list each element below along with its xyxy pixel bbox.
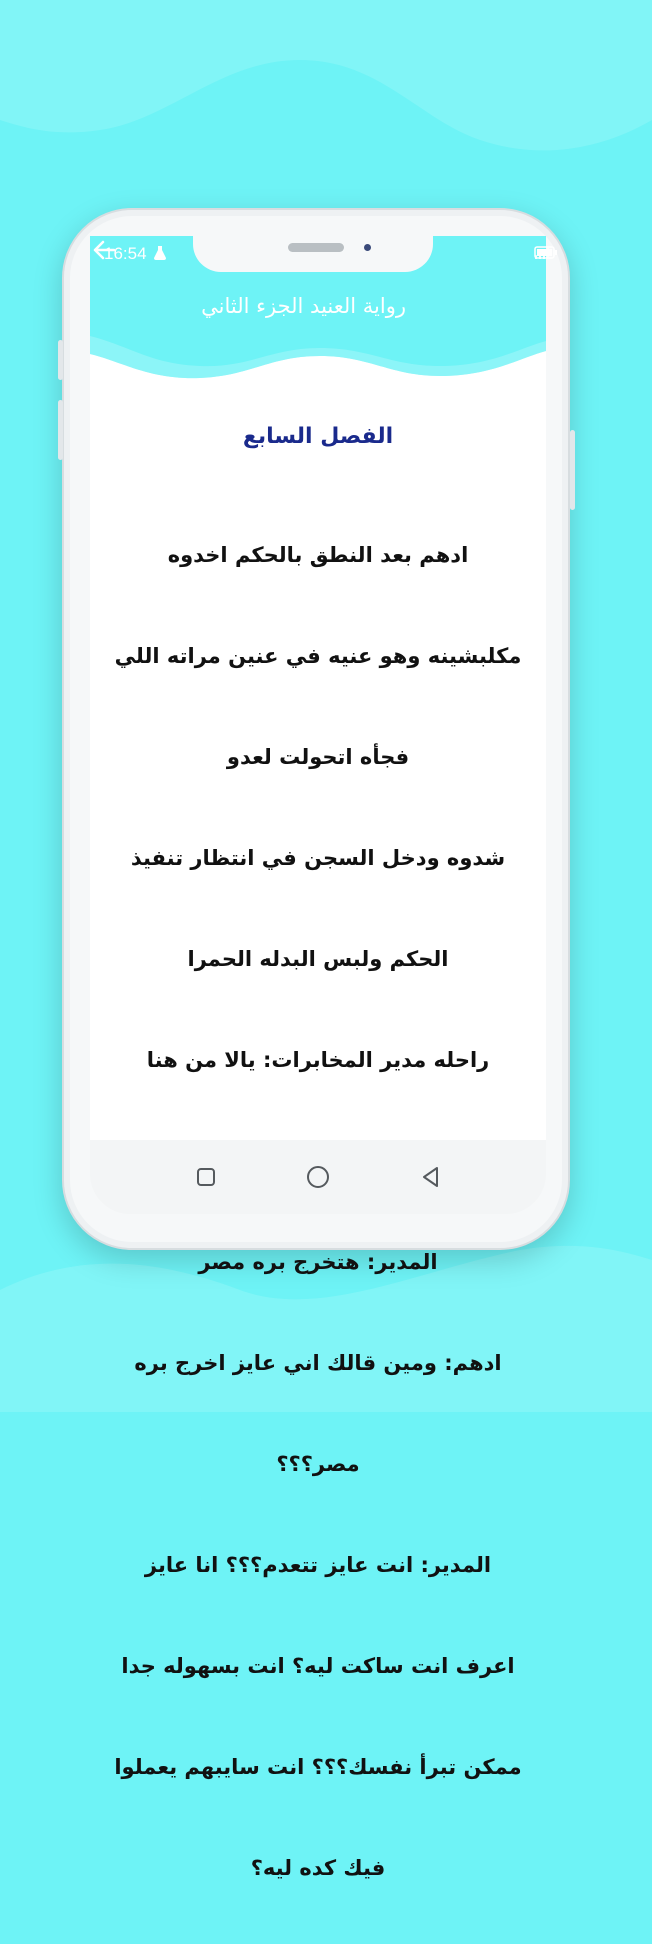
text-line: مصر؟؟؟ bbox=[276, 1451, 360, 1476]
chapter-content[interactable] bbox=[90, 406, 546, 1880]
square-icon[interactable] bbox=[189, 1160, 223, 1194]
background-wave-top bbox=[0, 0, 652, 170]
text-line: المدير: انت عايز تتعدم؟؟؟ انا عايز bbox=[144, 1552, 492, 1577]
phone-notch bbox=[193, 232, 433, 272]
text-line: ادهم بعد النطق بالحكم اخدوه bbox=[167, 542, 469, 567]
text-line: راحله مدير المخابرات: يالا من هنا bbox=[146, 1047, 490, 1072]
circle-icon[interactable] bbox=[301, 1160, 335, 1194]
text-line: ممكن تبرأ نفسك؟؟؟ انت سايبهم يعملوا bbox=[114, 1754, 522, 1779]
status-time: 16:54 bbox=[104, 244, 147, 263]
phone-side-button bbox=[58, 340, 63, 380]
battery-icon bbox=[534, 246, 558, 259]
text-line: اعرف انت ساكت ليه؟ انت بسهوله جدا bbox=[121, 1653, 515, 1678]
text-line: شدوه ودخل السجن في انتظار تنفيذ bbox=[130, 845, 506, 870]
text-line: فجأه اتحولت لعدو bbox=[226, 744, 410, 769]
text-line: ادهم: ومين قالك اني عايز اخرج بره bbox=[134, 1350, 502, 1375]
phone-speaker bbox=[288, 243, 344, 252]
text-line: فيك كده ليه؟ bbox=[250, 1855, 386, 1880]
arrow-left-icon[interactable] bbox=[90, 236, 118, 264]
system-nav-bar bbox=[90, 1140, 546, 1214]
triangle-back-icon[interactable] bbox=[414, 1160, 448, 1194]
notification-icon bbox=[152, 245, 168, 261]
phone-side-button bbox=[58, 400, 63, 460]
app-title: رواية العنيد الجزء الثاني bbox=[201, 294, 406, 318]
phone-screen bbox=[90, 236, 546, 1880]
text-line: الحكم ولبس البدله الحمرا bbox=[187, 946, 449, 971]
text-line: المدير: هتخرج بره مصر bbox=[198, 1249, 438, 1274]
text-line: مكلبشينه وهو عنيه في عنين مراته اللي bbox=[114, 643, 522, 668]
phone-side-button bbox=[570, 430, 575, 510]
chapter-title: الفصل السابع bbox=[242, 424, 394, 449]
phone-camera bbox=[364, 244, 371, 251]
